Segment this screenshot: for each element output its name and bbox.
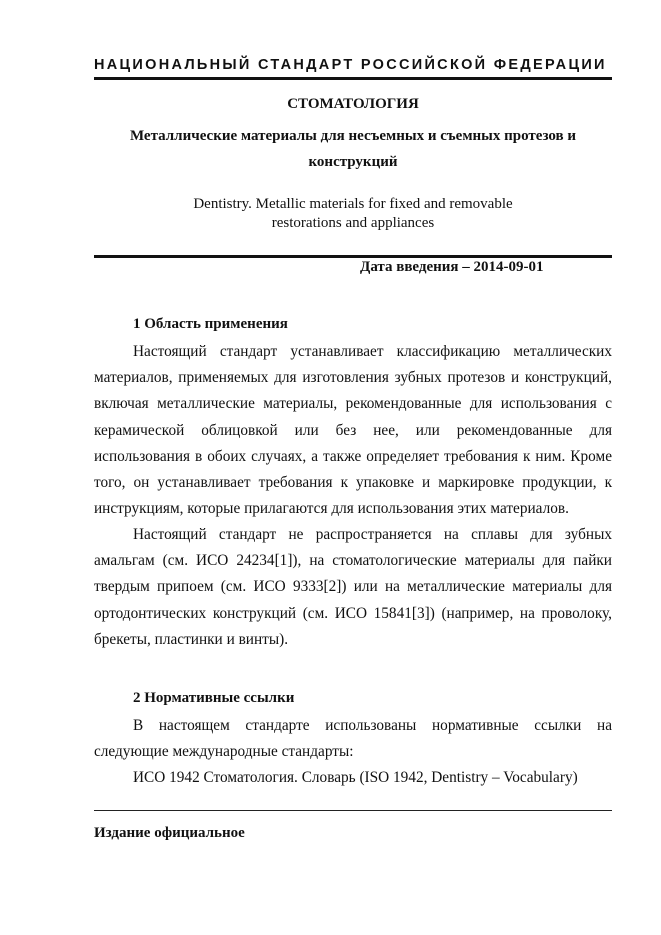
standard-header-title: НАЦИОНАЛЬНЫЙ СТАНДАРТ РОССИЙСКОЙ ФЕДЕРАЦИИ [94, 57, 607, 73]
scope-paragraph-2: Настоящий стандарт не распространяется на сплавы для зубных амальгам (см. ИСО 24234[1]), на стоматологические материалы для пайки твердым припоем (см. ИСО 9333[2]) или на металлические материалы для ортодонтических конструкций (см. ИСО 15841[3]) (например, на проволоку, брекеты, пластинки и винты). [94, 526, 612, 648]
document-subtitle-ru [94, 123, 612, 175]
section-heading-scope: 1 Область применения [133, 316, 288, 332]
title-en-line-1: Dentistry. Metallic materials for fixed and removable [193, 196, 513, 212]
title-en-line-2: restorations and appliances [271, 215, 435, 231]
footer-rule [94, 810, 612, 811]
reference-iso-1942: ИСО 1942 Стоматология. Словарь (ISO 1942, Dentistry – Vocabulary) [133, 769, 578, 786]
introduction-date: Дата введения – 2014-09-01 [360, 259, 544, 275]
references-paragraph: В настоящем стандарте использованы нормативные ссылки на следующие международные стандарты: [94, 717, 612, 761]
document-title-en [94, 195, 612, 233]
title-separator-rule [94, 255, 612, 258]
subtitle-ru-line-1: Металлические материалы для несъемных и съемных протезов и [129, 128, 577, 144]
header-rule [94, 77, 612, 80]
section-heading-normative-references: 2 Нормативные ссылки [133, 690, 295, 706]
official-edition-label: Издание официальное [94, 825, 245, 841]
document-title: СТОМАТОЛОГИЯ [287, 96, 419, 112]
subtitle-ru-line-2: конструкций [308, 154, 398, 170]
scope-paragraph-1: Настоящий стандарт устанавливает классификацию металлических материалов, применяемых для изготовления зубных протезов и конструкций, включая металлические материалы, рекомендованные для использования с керамической облицовкой или без нее, или рекомендованные для использования в обоих случаях, а также определяет требования к ним. Кроме того, он устанавливает требования к упаковке и маркировке продукции, к инструкциям, которые прилагаются для использования этих материалов. [94, 343, 612, 518]
